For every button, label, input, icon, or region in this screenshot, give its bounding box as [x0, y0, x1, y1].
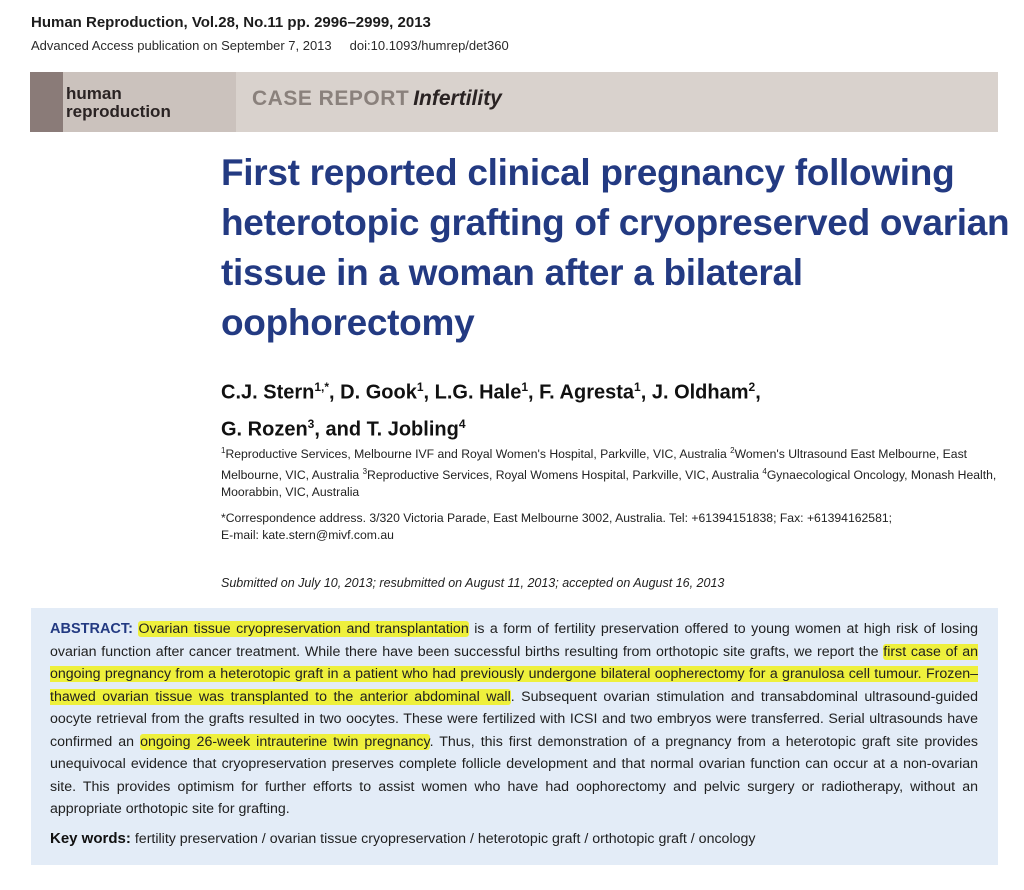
abstract-highlight: Ovarian tissue cryopreservation and transplantation [138, 621, 469, 637]
affiliation-text: Gynaecological Oncology, Monash Health, Moorabbin, VIC, Australia [221, 468, 997, 500]
affiliation-text: Reproductive Services, Melbourne IVF and Royal Women's Hospital, Parkville, VIC, Australia [225, 447, 731, 462]
banner-accent-strip [30, 72, 63, 132]
advance-access-line [31, 38, 509, 53]
article-specialty: Infertility [413, 87, 502, 110]
author-affiliation-mark: 1,* [314, 380, 330, 394]
abstract-highlight: first case of an ongoing pregnancy from a heterotopic graft in a patient who had previously undergone bilateral oopherectomy for a granulosa cell tumour. Frozen–thawed ovarian tissue was transplanted to the anterior abdominal wall [50, 643, 978, 705]
article-title: First reported clinical pregnancy following heterotopic grafting of cryopreserved ovarian tissue in a woman after a bilateral oophorectomy [221, 152, 1010, 343]
author-affiliation-mark: 1 [634, 380, 641, 394]
author-separator: , [329, 381, 341, 404]
keywords-line [50, 830, 978, 847]
author-separator: , [755, 381, 761, 404]
abstract-body [50, 621, 978, 817]
journal-banner [30, 72, 998, 132]
abstract-text [50, 618, 978, 821]
correspondence-email: E-mail: kate.stern@mivf.com.au [221, 528, 394, 542]
abstract-heading: ABSTRACT: [50, 621, 133, 637]
author-name: C.J. Stern [221, 381, 315, 404]
abstract-highlight: ongoing 26-week intrauterine twin pregnancy [140, 733, 430, 750]
keywords-list: fertility preservation / ovarian tissue cryopreservation / heterotopic graft / orthotopic graft / oncology [134, 831, 756, 847]
author-affiliation-mark: 3 [307, 416, 315, 431]
correspondence-address: *Correspondence address. 3/320 Victoria Parade, East Melbourne 3002, Australia. Tel: +61394151838; Fax: +61394162581; [221, 511, 893, 525]
author-name: G. Rozen [221, 418, 308, 441]
author-name: L.G. Hale [434, 381, 522, 404]
journal-logo [66, 85, 171, 121]
author-separator: , and [314, 418, 367, 441]
author-name: D. Gook [340, 381, 417, 404]
author-name: T. Jobling [366, 418, 459, 441]
author-name: J. Oldham [651, 381, 749, 404]
affiliation-text: Women's Ultrasound East Melbourne, East Melbourne, VIC, Australia [221, 447, 968, 483]
affiliation-number: 1 [221, 446, 226, 455]
author-affiliation-mark: 1 [521, 380, 529, 394]
affiliation-number: 3 [362, 467, 368, 477]
author-affiliation-mark: 4 [458, 416, 466, 431]
journal-logo-line1: human [66, 84, 122, 103]
abstract-segment: . Thus, this first demonstration of a pregnancy from a heterotopic graft site provides unequivocal evidence that cryopreservation preserves complete follicle development and that normal ovarian function can occur at a non-ovarian site. This provides optimism for further efforts to assist women who have had oophorectomy and pelvic surgery or radiotherapy, without an appropriate orthotopic site for grafting. [50, 733, 978, 817]
author-separator: , [640, 381, 652, 404]
affiliation-text: Reproductive Services, Royal Womens Hospital, Parkville, VIC, Australia [367, 468, 763, 483]
author-affiliation-mark: 1 [416, 380, 424, 394]
author-affiliations [221, 442, 1001, 501]
author-list [221, 372, 1001, 445]
correspondence-block [221, 510, 1001, 544]
abstract-segment: is a form of fertility preservation offered to young women at high risk of losing ovarian function after cancer treatment. While there have been successful births resulting from orthotopic site grafts, we report the [50, 621, 978, 660]
keywords-heading: Key words: [50, 830, 131, 847]
journal-citation: Human Reproduction, Vol.28, No.11 pp. 2996–2999, 2013 [31, 14, 431, 31]
author-separator: , [423, 381, 435, 404]
abstract-segment: . Subsequent ovarian stimulation and transabdominal ultrasound-guided oocyte retrieval from the grafts resulted in two oocytes. These were fertilized with ICSI and two embryos were transferred. Serial ultrasounds have confirmed an [50, 688, 978, 750]
affiliation-number: 4 [762, 467, 767, 477]
author-name: F. Agresta [539, 381, 635, 404]
article-section-label [252, 87, 502, 111]
author-affiliation-mark: 2 [748, 380, 756, 394]
affiliation-number: 2 [730, 446, 735, 455]
submission-dates: Submitted on July 10, 2013; resubmitted on August 11, 2013; accepted on August 16, 2013 [221, 576, 725, 590]
doi-link[interactable]: doi:10.1093/humrep/det360 [349, 38, 509, 53]
article-type: CASE REPORT [252, 87, 410, 110]
advance-access-date: Advanced Access publication on September 7, 2013 [31, 38, 332, 53]
author-separator: , [528, 381, 540, 404]
journal-logo-line2: reproduction [66, 102, 171, 121]
